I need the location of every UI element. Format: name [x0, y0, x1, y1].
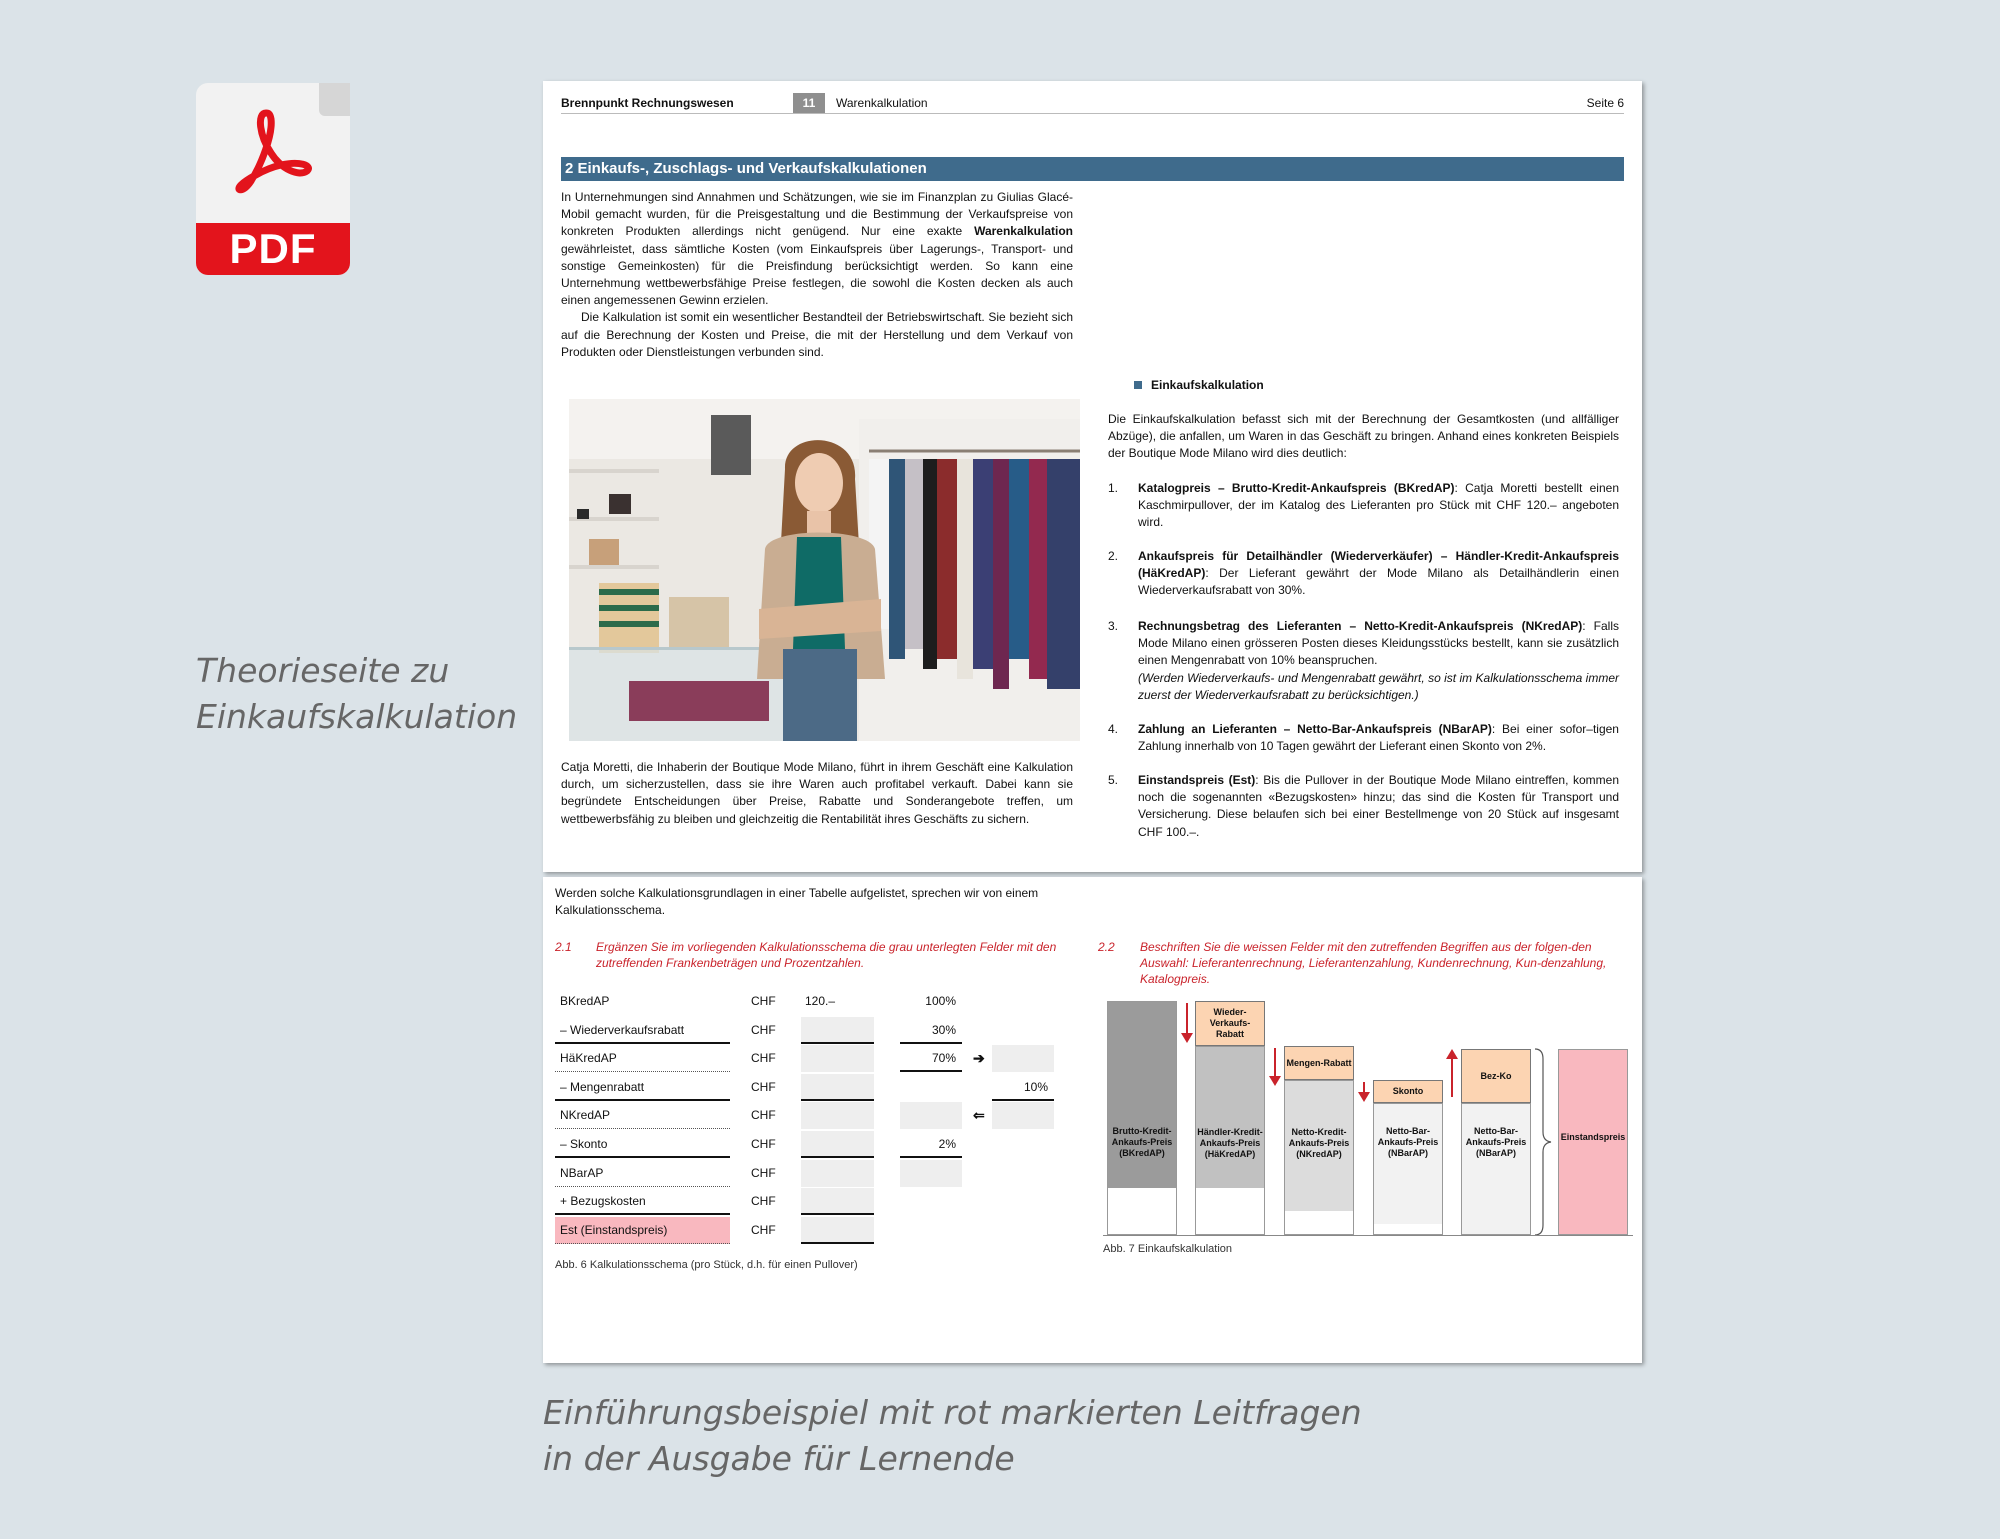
- percent-field: [900, 1217, 962, 1244]
- photo-caption-paragraph: Catja Moretti, die Inhaberin der Boutique Mode Milano, führt in ihrem Geschäft eine Kalkulation durch, um sicherzustellen, dass sie ihre Waren auch profitabel verkauft. Dabei kann sie begründete Entscheidungen über Preise, Rabatte und Sonderangebote treffen, um wettbewerbsfähig zu bleiben und gleichzeitig die Rentabilität ihres Geschäfts zu sichern.: [561, 760, 1073, 826]
- arrow-down-icon: [1186, 1003, 1188, 1041]
- box-mengenrabatt: Mengen-Rabatt: [1284, 1046, 1354, 1080]
- amount-field[interactable]: [801, 1160, 874, 1187]
- column-netto-bar-2: [1461, 1103, 1531, 1235]
- row-currency: CHF: [751, 1079, 776, 1094]
- label-einstandspreis: Einstandspreis: [1560, 1132, 1626, 1142]
- arrow-down-icon: [1363, 1082, 1365, 1100]
- section-heading: 2 Einkaufs-, Zuschlags- und Verkaufskalkulationen: [561, 157, 1624, 181]
- table-row: [555, 1188, 985, 1217]
- row-label: – Mengenrabatt: [555, 1074, 730, 1101]
- amount-field[interactable]: [801, 1102, 874, 1129]
- acrobat-logo-icon: [233, 105, 313, 195]
- subsection-title: Einkaufskalkulation: [1151, 378, 1264, 392]
- caption-bottom-line2: in der Ausgabe für Lernende: [543, 1439, 1015, 1478]
- task-2-2: Beschriften Sie die weissen Felder mit den zutreffenden Begriffen aus der folgen-den Auswahl: Lieferantenrechnung, Lieferantenzahlung, Kundenrechnung, Kun-denzahlung, Katalogpreis.: [1140, 940, 1607, 986]
- arrow-down-icon: [1274, 1048, 1276, 1084]
- table-row: [555, 1131, 985, 1160]
- amount-field[interactable]: [801, 1045, 874, 1072]
- row-currency: CHF: [751, 1051, 776, 1066]
- item-number: 3.: [1108, 619, 1119, 633]
- calculation-step-item: Ankaufspreis für Detailhändler (Wiederverkäufer) – Händler-Kredit-Ankaufspreis (HäKredAP): Der Lieferant gewährt der Mode Milano als Detailhändlerin einen Wiederverkaufsrabatt von 30%.: [1138, 549, 1619, 598]
- percent-field[interactable]: [900, 1102, 962, 1129]
- amount-field[interactable]: [801, 1017, 874, 1044]
- header-brand: Brennpunkt Rechnungswesen: [561, 96, 734, 110]
- column-netto-kredit: [1284, 1080, 1354, 1235]
- intro-paragraph-2: Die Kalkulation ist somit ein wesentlicher Bestandteil der Betriebswirtschaft. Sie bezieht sich auf die Berechnung der Kosten und Preise, die mit der Herstellung und dem Verkauf von Produkten oder Dienstleistungen verbunden sind.: [561, 310, 1073, 359]
- calculation-step-item: Rechnungsbetrag des Lieferanten – Netto-Kredit-Ankaufspreis (NKredAP): Falls Mode Milano einen grösseren Posten dieses Kleidungsstücks bestellt, kann sie zusätzlich einen Mengenrabatt von 10% beanspruchen. (Werden Wiederverkaufs- und Mengenrabatt gewährt, so ist im Kalkulationsschema immer zuerst der Wiederverkaufsrabatt zu berücksichtigen.): [1138, 619, 1619, 702]
- table-row: [555, 1074, 1048, 1103]
- item-number: 1.: [1108, 481, 1119, 495]
- pdf-file-icon: [196, 83, 350, 275]
- row-currency: CHF: [751, 1222, 776, 1237]
- subsection-intro: Die Einkaufskalkulation befasst sich mit der Berechnung der Gesamtkosten (und allfälliger Abzüge), die anfallen, um Waren in das Geschäft zu bringen. Anhand eines konkreten Beispiels der Boutique Mode Milano wird dies deutlich:: [1108, 412, 1619, 461]
- amount-field[interactable]: [801, 1188, 874, 1215]
- amount-field[interactable]: [801, 1217, 874, 1244]
- amount-field[interactable]: [801, 1131, 874, 1158]
- percent-field: [900, 1188, 962, 1215]
- column-netto-bar: [1373, 1103, 1443, 1235]
- extra-percent-field[interactable]: [992, 1102, 1054, 1129]
- amount-field[interactable]: [801, 1074, 874, 1101]
- label-haendler: Händler-Kredit-Ankaufs-Preis (HäKredAP): [1197, 1127, 1263, 1159]
- pdf-label: PDF: [196, 223, 350, 275]
- caption-left-line2: Einkaufskalkulation: [196, 697, 518, 736]
- column-einstandspreis: [1558, 1049, 1628, 1235]
- chapter-badge: 11: [793, 93, 825, 113]
- percent-field: 70%: [900, 1045, 962, 1072]
- item-number: 2.: [1108, 549, 1119, 563]
- row-currency: CHF: [751, 1108, 776, 1123]
- row-label: Est (Einstandspreis): [555, 1217, 730, 1244]
- row-currency: CHF: [751, 1194, 776, 1209]
- item-number: 4.: [1108, 722, 1119, 736]
- intro-paragraph: In Unternehmungen sind Annahmen und Schätzungen, wie sie im Finanzplan zu Giulias Glacé-Mobil gemacht wurden, für die Preisgestaltung und die Bestimmung der Verkaufspreise von konkreten Produkten allerdings nicht genügend. Nur eine exakte Warenkalkulation gewährleistet, dass sämtliche Kosten (vom Einkaufspreis über Lagerungs-, Transport- und sonstige Gemeinkosten) für die Preisfindung berücksichtigt werden. So kann eine Unternehmung wettbewerbsfähige Preise festlegen, die sowohl die Kosten decken als auch einen angemessenen Gewinn erzielen. Die Kalkulation ist somit ein wesentlicher Bestandteil der Betriebswirtschaft. Sie bezieht sich auf die Berechnung der Kosten und Preise, die mit der Herstellung und dem Verkauf von Produkten oder Dienstleistungen verbunden sind.: [561, 189, 1073, 361]
- amount-field: 120.–: [805, 994, 836, 1008]
- page-number: Seite 6: [1586, 96, 1624, 110]
- caption-bottom: [543, 1390, 1362, 1482]
- column-haendler: [1195, 1046, 1265, 1235]
- table-row: [555, 1045, 985, 1074]
- table-row: [555, 988, 985, 1017]
- figure-7-caption: Abb. 7 Einkaufskalkulation: [1103, 1243, 1233, 1255]
- label-netto-kredit: Netto-Kredit-Ankaufs-Preis (NKredAP): [1288, 1127, 1350, 1159]
- row-currency: CHF: [751, 1137, 776, 1151]
- theory-page: [543, 81, 1642, 872]
- schema-intro: Werden solche Kalkulationsgrundlagen in einer Tabelle aufgelistet, sprechen wir von einem Kalkulationsschema.: [555, 886, 1039, 918]
- table-row: [555, 1017, 985, 1046]
- calculation-step-item: Zahlung an Lieferanten – Netto-Bar-Ankaufspreis (NBarAP): Bei einer sofor–tigen Zahlung innerhalb von 10 Tagen gewährt der Lieferant einen Skonto von 2%.: [1138, 722, 1619, 754]
- figure-6-caption: Abb. 6 Kalkulationsschema (pro Stück, d.h. für einen Pullover): [555, 1259, 858, 1271]
- brace-icon: [1533, 1047, 1555, 1237]
- extra-percent-field: 10%: [992, 1074, 1054, 1101]
- table-row: [555, 1217, 985, 1246]
- label-netto-bar-2: Netto-Bar-Ankaufs-Preis (NBarAP): [1465, 1126, 1527, 1158]
- task-number-2-1: 2.1: [555, 940, 572, 954]
- task-number-2-2: 2.2: [1098, 940, 1115, 954]
- row-label: NBarAP: [555, 1160, 730, 1187]
- chapter-title: Warenkalkulation: [836, 96, 928, 110]
- label-netto-bar: Netto-Bar-Ankaufs-Preis (NBarAP): [1377, 1126, 1439, 1158]
- percent-field: 100%: [925, 994, 956, 1008]
- box-skonto: Skonto: [1373, 1080, 1443, 1103]
- caption-left-line1: Theorieseite zu: [196, 651, 450, 690]
- exercise-page: [543, 877, 1642, 1363]
- caption-bottom-line1: Einführungsbeispiel mit rot markierten Leitfragen: [543, 1393, 1362, 1432]
- table-row: [555, 1160, 985, 1189]
- row-label: BKredAP: [560, 994, 610, 1008]
- row-label: + Bezugskosten: [555, 1188, 730, 1215]
- column-brutto: [1107, 1001, 1177, 1235]
- row-currency: CHF: [751, 1165, 776, 1180]
- task-2-1: Ergänzen Sie im vorliegenden Kalkulationsschema die grau unterlegten Felder mit den zutreffenden Frankenbeträgen und Prozentzahlen.: [596, 940, 1057, 970]
- bullet-square-icon: [1134, 381, 1142, 389]
- table-row: [555, 1102, 985, 1131]
- page-header: [561, 91, 1624, 115]
- arrow-left-icon: ⇐: [973, 1107, 985, 1124]
- row-currency: CHF: [751, 994, 776, 1008]
- row-label: – Skonto: [555, 1131, 730, 1158]
- percent-field[interactable]: [900, 1160, 962, 1187]
- extra-percent-field[interactable]: [992, 1045, 1054, 1072]
- caption-left: [196, 648, 517, 740]
- row-label: NKredAP: [555, 1102, 730, 1129]
- row-label: – Wiederverkaufsrabatt: [555, 1017, 730, 1044]
- row-label: HäKredAP: [555, 1045, 730, 1072]
- boutique-photo: [569, 399, 1080, 741]
- percent-field: 2%: [900, 1131, 962, 1158]
- box-bezugskosten: Bez-Ko: [1461, 1049, 1531, 1103]
- calculation-step-item: Katalogpreis – Brutto-Kredit-Ankaufspreis (BKredAP): Catja Moretti bestellt einen Kaschmirpullover, der im Katalog des Lieferanten pro Stück mit CHF 120.– angeboten wird.: [1138, 481, 1619, 530]
- label-brutto: Brutto-Kredit-Ankaufs-Preis (BKredAP): [1111, 1126, 1173, 1158]
- percent-field: 30%: [900, 1017, 962, 1044]
- percent-field: [900, 1074, 962, 1101]
- calculation-step-item: Einstandspreis (Est): Bis die Pullover in der Boutique Mode Milano eintreffen, kommen noch die sogenannten «Bezugskosten» hinzu; das sind die Kosten für Transport und Versicherung. Diese belaufen sich bei einer Bestellmenge von 20 Stück auf insgesamt CHF 100.–.: [1138, 773, 1619, 839]
- item-number: 5.: [1108, 773, 1119, 787]
- arrow-right-icon: ➔: [973, 1050, 985, 1067]
- arrow-up-icon: [1451, 1057, 1453, 1097]
- box-wiederverkaufsrabatt: Wieder-Verkaufs-Rabatt: [1195, 1001, 1265, 1046]
- row-currency: CHF: [751, 1022, 776, 1037]
